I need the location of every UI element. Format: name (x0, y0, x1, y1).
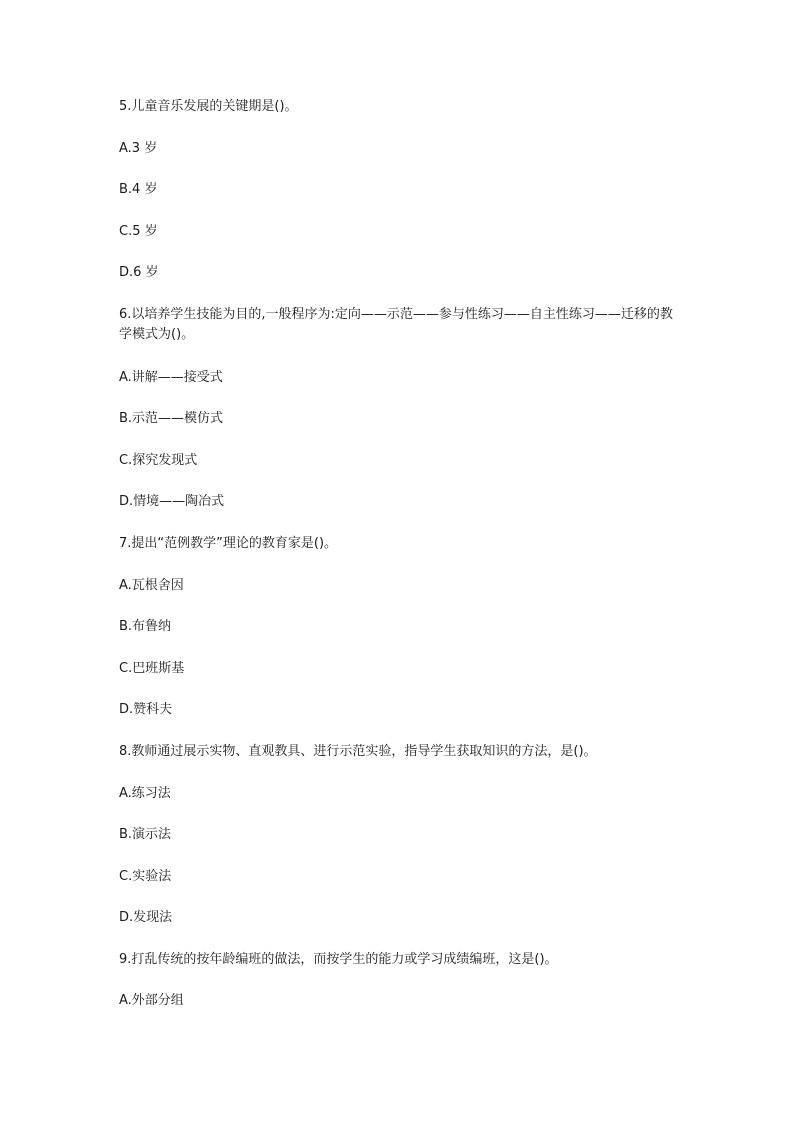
question-8-option-a: A.练习法 (119, 786, 171, 801)
question-5-option-a: A.3 岁 (119, 141, 158, 156)
question-7-option-c: C.巴班斯基 (119, 661, 185, 676)
question-7-option-b: B.布鲁纳 (119, 619, 172, 634)
question-5-option-d: D.6 岁 (119, 265, 159, 280)
question-9-option-a: A.外部分组 (119, 993, 184, 1008)
question-8-option-c: C.实验法 (119, 869, 172, 884)
question-5-option-b: B.4 岁 (119, 182, 158, 197)
question-8-option-d: D.发现法 (119, 910, 173, 925)
question-6-stem: 6.以培养学生技能为目的,一般程序为:定向——示范——参与性练习——自主性练习——迁移的教学模式为()。 (119, 307, 673, 342)
question-8-option-b: B.演示法 (119, 827, 172, 842)
question-6-option-b: B.示范——模仿式 (119, 411, 224, 426)
question-6-option-a: A.讲解——接受式 (119, 370, 223, 385)
question-8-stem: 8.教师通过展示实物、直观教具、进行示范实验，指导学生获取知识的方法，是()。 (119, 744, 597, 759)
question-7-option-d: D.赞科夫 (119, 702, 173, 717)
question-9-stem: 9.打乱传统的按年龄编班的做法，而按学生的能力或学习成绩编班，这是()。 (119, 952, 558, 967)
question-6-option-c: C.探究发现式 (119, 453, 198, 468)
question-7-stem: 7.提出“范例教学”理论的教育家是()。 (119, 536, 338, 551)
question-5-stem: 5.儿童音乐发展的关键期是()。 (119, 99, 298, 114)
question-5-option-c: C.5 岁 (119, 224, 158, 239)
question-6-option-d: D.情境——陶冶式 (119, 494, 225, 509)
question-7-option-a: A.瓦根舍因 (119, 578, 184, 593)
